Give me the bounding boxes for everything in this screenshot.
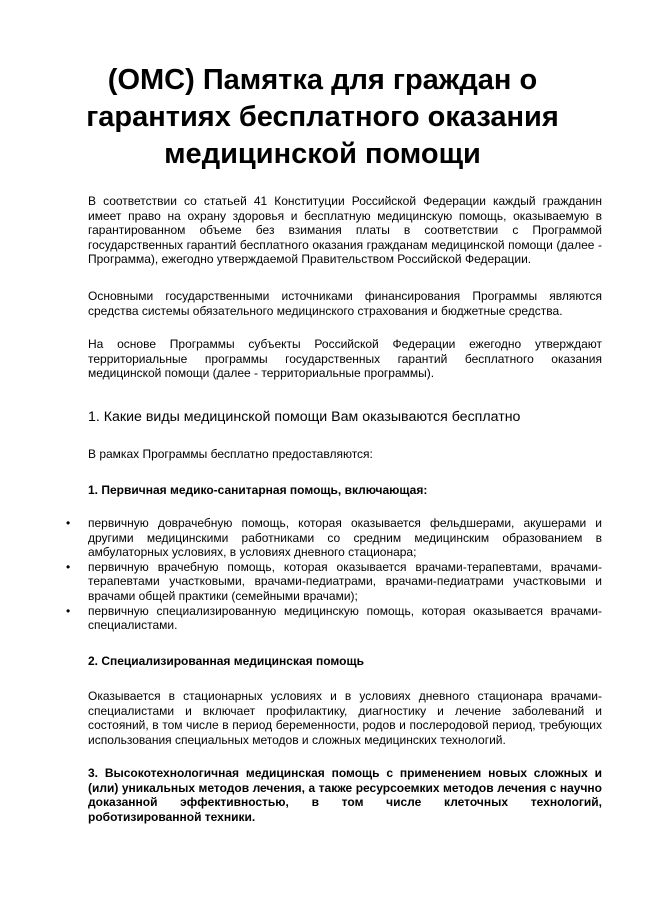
bullet-icon: •: [66, 516, 71, 530]
list-item: [66, 603, 602, 633]
intro-paragraph-territorial: На основе Программы субъекты Российской Федерации ежегодно утверждают территориальные программы государственных гарантий бесплатного оказания медицинской помощи (далее - территориальные программы).: [88, 337, 602, 381]
list-item-text: первичную специализированную медицинскую помощь, которая оказывается врачами-специалистами.: [88, 603, 602, 633]
section-3-text: 3. Высокотехнологичная медицинская помощь с применением новых сложных и (или) уникальных методов лечения, а также ресурсоемких методов лечения с научно доказанной эффективностью, в том числе клеточных технологий, роботизированной техники.: [88, 766, 602, 824]
intro-paragraph-constitution: В соответствии со статьей 41 Конституции Российской Федерации каждый гражданин имеет право на охрану здоровья и бесплатную медицинскую помощь, оказываемую в гарантированном объеме без взимания платы в соответствии с Программой государственных гарантий бесплатного оказания гражданам медицинской помощи (далее - Программа), ежегодно утверждаемой Правительством Российской Федерации.: [88, 194, 602, 267]
list-item-text: первичную доврачебную помощь, которая оказывается фельдшерами, акушерами и другими медицинскими работниками со средним медицинским образованием в амбулаторных условиях, в условиях дневного стационара;: [88, 516, 602, 560]
list-item: [66, 516, 602, 560]
intro-paragraph-financing: Основными государственными источниками финансирования Программы являются средства системы обязательного медицинского страхования и бюджетные средства.: [88, 289, 602, 318]
section-2-subheading: 2. Специализированная медицинская помощь: [88, 654, 364, 668]
list-item-text: первичную врачебную помощь, которая оказывается врачами-терапевтами, врачами-терапевтами участковыми, врачами-педиатрами, врачами-педиатрами участковыми и врачами общей практики (семейными врачами);: [88, 559, 602, 603]
bullet-icon: •: [66, 559, 71, 574]
section-1-intro: В рамках Программы бесплатно предоставляются:: [88, 447, 373, 461]
section-1-subheading: 1. Первичная медико-санитарная помощь, включающая:: [88, 483, 428, 497]
list-item: [66, 559, 602, 604]
section-1-heading: 1. Какие виды медицинской помощи Вам оказываются бесплатно: [88, 409, 521, 425]
primary-care-list: [66, 516, 602, 633]
document-title: (ОМС) Памятка для граждан о гарантиях бесплатного оказания медицинской помощи: [86, 64, 559, 170]
section-2-text: Оказывается в стационарных условиях и в условиях дневного стационара врачами-специалистами и включает профилактику, диагностику и лечение заболеваний и состояний, в том числе в период беременности, родов и послеродовой период, требующих использования специальных методов и сложных медицинских технологий.: [88, 689, 602, 747]
bullet-icon: •: [66, 603, 71, 618]
